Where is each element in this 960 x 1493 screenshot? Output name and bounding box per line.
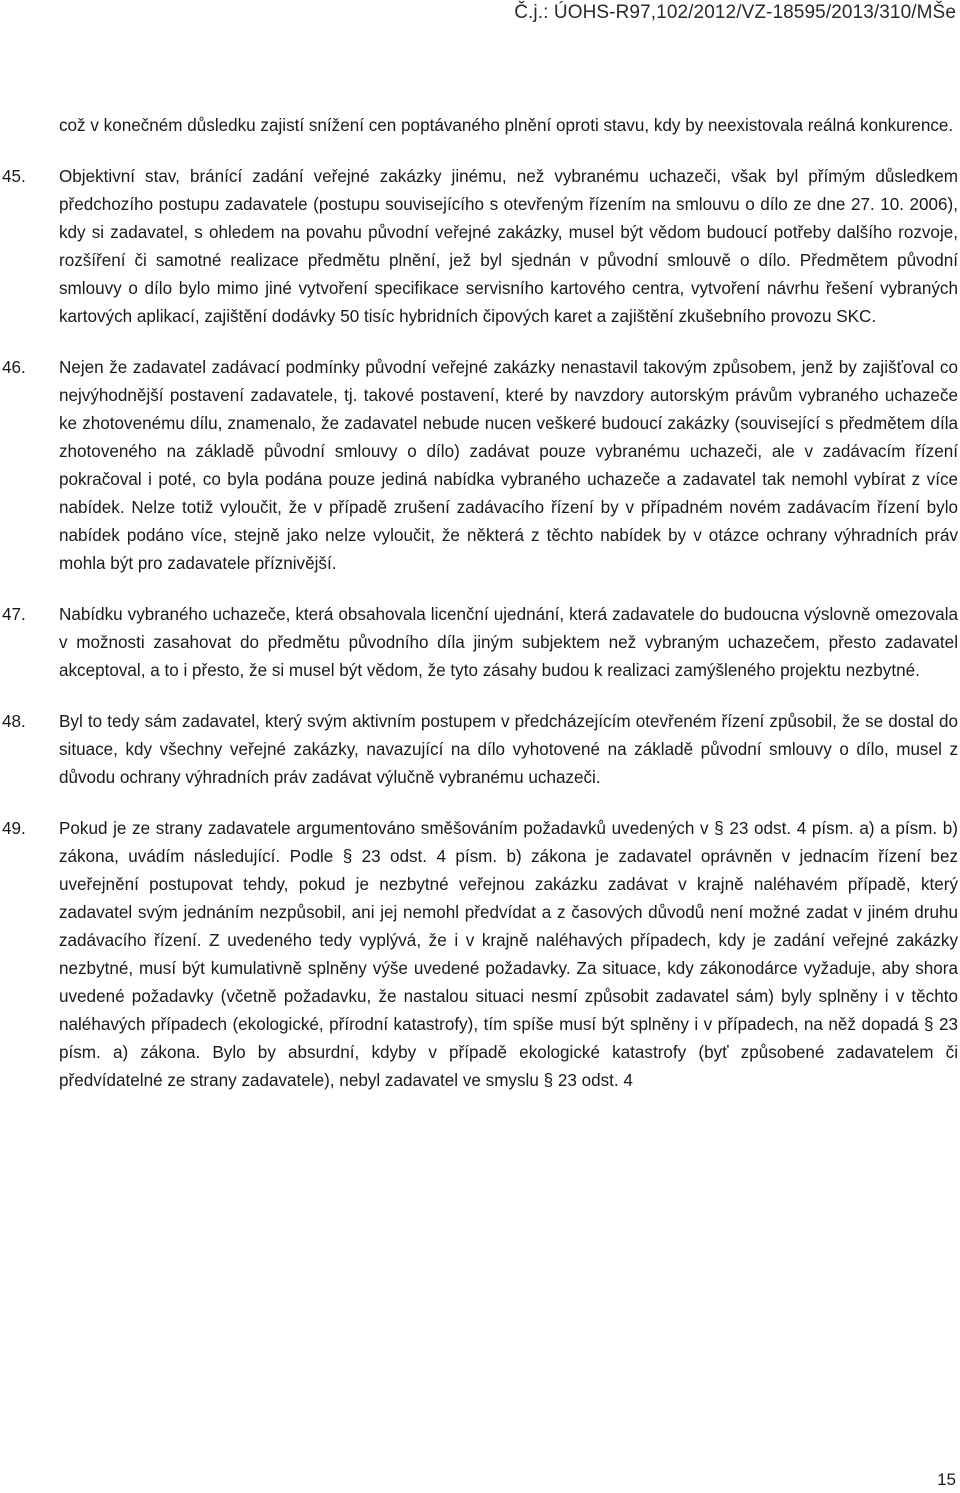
paragraph-number: 49. — [2, 819, 26, 838]
paragraph-text: Byl to tedy sám zadavatel, který svým aktivním postupem v předcházejícím otevřeném řízení způsobil, že se dostal do situace, kdy všechny veřejné zakázky, navazující na dílo vyhotovené na základě původní smlouvy o dílo, musel z důvodu ochrany výhradních práv zadávat výlučně vybranému uchazeči. — [59, 712, 958, 787]
paragraph-number: 48. — [2, 712, 26, 731]
paragraph-49 — [2, 815, 958, 1095]
page-number: 15 — [937, 1470, 956, 1489]
paragraph-number: 46. — [2, 358, 26, 377]
paragraph-text: Pokud je ze strany zadavatele argumentováno směšováním požadavků uvedených v § 23 odst. 4 písm. a) a písm. b) zákona, uvádím následující. Podle § 23 odst. 4 písm. b) zákona je zadavatel oprávněn v jednacím řízení bez uveřejnění postupovat tehdy, pokud je nezbytné veřejnou zakázku zadávat v krajně naléhavém případě, který zadavatel svým jednáním nezpůsobil, ani jej nemohl předvídat a z časových důvodů není možné zadat v jiném druhu zadávacího řízení. Z uvedeného tedy vyplývá, že i v krajně naléhavých případech, kdy je zadání veřejné zakázky nezbytné, musí být kumulativně splněny výše uvedené požadavky. Za situace, kdy zákonodárce vyžaduje, aby shora uvedené požadavky (včetně požadavku, že nastalou situaci nesmí způsobit zadavatel sám) byly splněny i v těchto naléhavých případech (ekologické, přírodní katastrofy), tím spíše musí být splněny i v případech, na něž dopadá § 23 písm. a) zákona. Bylo by absurdní, kdyby v případě ekologické katastrofy (byť způsobené zadavatelem či předvídatelné ze strany zadavatele), nebyl zadavatel ve smyslu § 23 odst. 4 — [59, 819, 958, 1090]
paragraph-45 — [2, 163, 958, 331]
paragraph-47 — [2, 601, 958, 685]
paragraph-text: což v konečném důsledku zajistí snížení cen poptávaného plnění oproti stavu, kdy by neexistovala reálná konkurence. — [59, 116, 954, 135]
document-body — [2, 112, 958, 1118]
paragraph-46 — [2, 354, 958, 578]
paragraph-number: 47. — [2, 605, 26, 624]
paragraph-text: Objektivní stav, bránící zadání veřejné zakázky jinému, než vybranému uchazeči, však byl přímým důsledkem předchozího postupu zadavatele (postupu souvisejícího s otevřeným řízením na smlouvu o dílo ze dne 27. 10. 2006), kdy si zadavatel, s ohledem na povahu původní veřejné zakázky, musel být vědom budoucí potřeby dalšího rozvoje, rozšíření či samotné realizace předmětu plnění, jež byl sjednán v původní smlouvě o dílo. Předmětem původní smlouvy o dílo bylo mimo jiné vytvoření specifikace servisního kartového centra, vytvoření návrhu řešení vybraných kartových aplikací, zajištění dodávky 50 tisíc hybridních čipových karet a zajištění zkušebního provozu SKC. — [59, 167, 958, 326]
paragraph-48 — [2, 708, 958, 792]
paragraph-continuation — [59, 112, 958, 140]
paragraph-text: Nabídku vybraného uchazeče, která obsahovala licenční ujednání, která zadavatele do budoucna výslovně omezovala v možnosti zasahovat do předmětu původního díla jiným subjektem než vybraným uchazečem, přesto zadavatel akceptoval, a to i přesto, že si musel být vědom, že tyto zásahy budou k realizaci zamýšleného projektu nezbytné. — [59, 605, 958, 680]
paragraph-text: Nejen že zadavatel zadávací podmínky původní veřejné zakázky nenastavil takovým způsobem, jenž by zajišťoval co nejvýhodnější postavení zadavatele, tj. takové postavení, které by navzdory autorským právům vybraného uchazeče ke zhotovenému dílu, znamenalo, že zadavatel nebude nucen veškeré budoucí zakázky (související s předmětem díla zhotoveného na základě původní smlouvy o dílo) zadávat pouze vybranému uchazeči, ale v zadávacím řízení pokračoval i poté, co byla podána pouze jediná nabídka vybraného uchazeče a zadavatel tak nemohl vybírat z více nabídek. Nelze totiž vyloučit, že v případě zrušení zadávacího řízení by v případném novém zadávacím řízení bylo nabídek podáno více, stejně jako nelze vyloučit, že některá z těchto nabídek by v otázce ochrany výhradních práv mohla být pro zadavatele příznivější. — [59, 358, 958, 573]
paragraph-number: 45. — [2, 167, 26, 186]
document-reference-header: Č.j.: ÚOHS-R97,102/2012/VZ-18595/2013/310/MŠe — [514, 2, 956, 23]
